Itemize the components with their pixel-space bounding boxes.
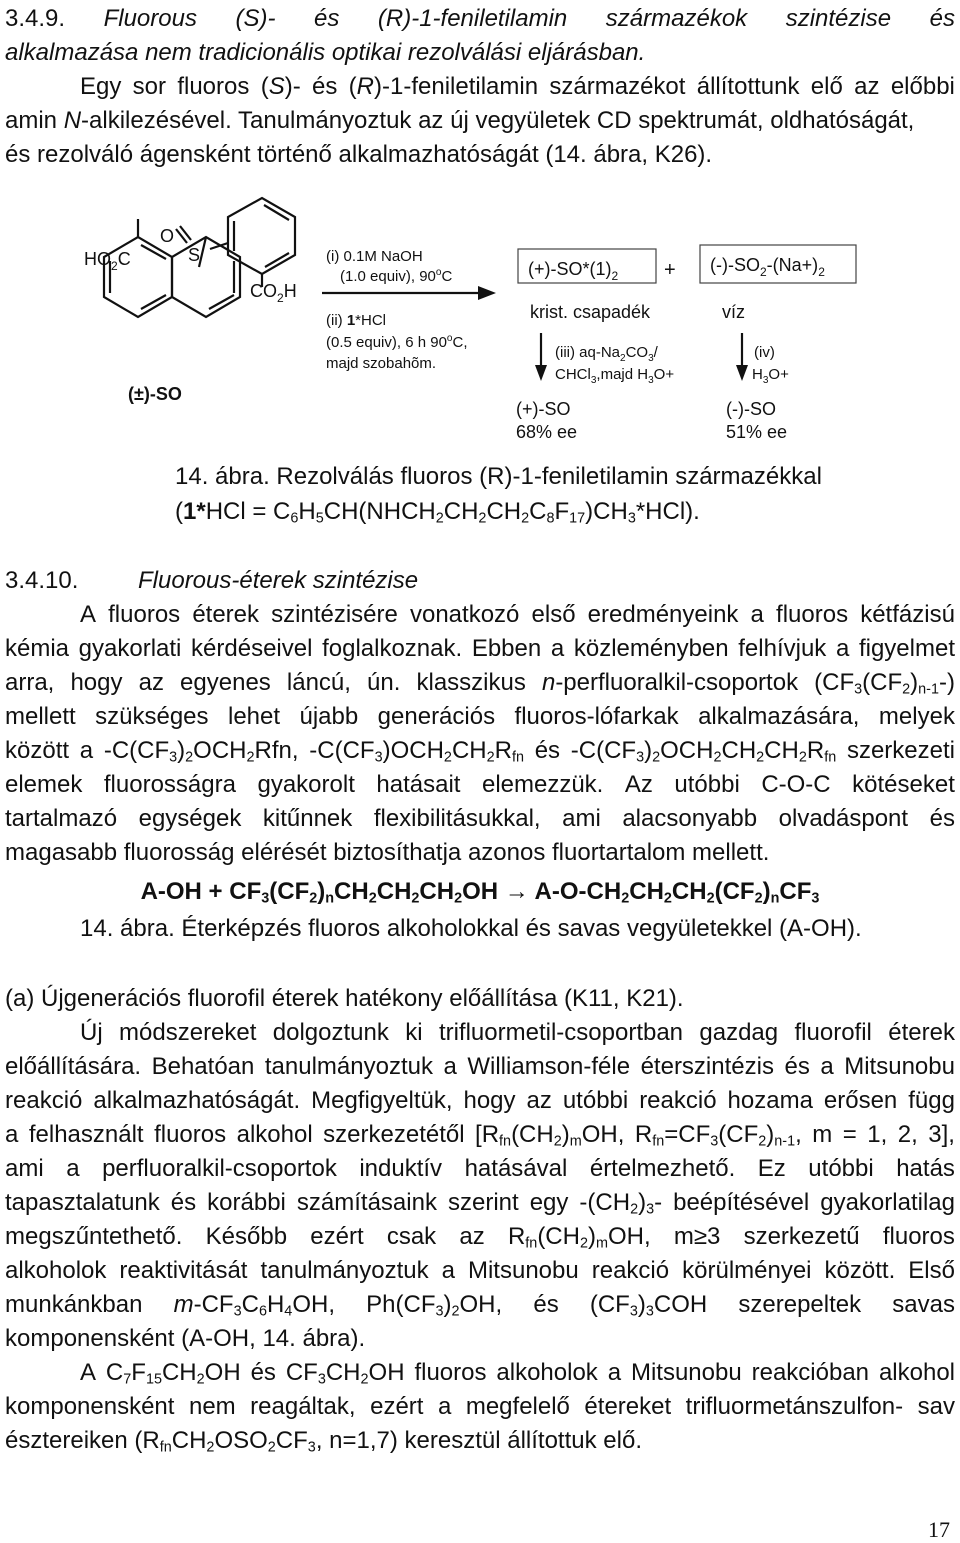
scheme-ho2c-label: $HO_2C$: [84, 249, 131, 273]
paragraph-line: és rezolváló ágensként történő alkalmazhatóságát (14. ábra, K26).: [5, 141, 713, 168]
paragraph-line: arra, hogy az egyenes láncú, ún. klasszikus n-perfluoralkil-csoportok $(CF_3(CF_2)_{n-1}-)$: [5, 669, 955, 698]
scheme-o-label: O: [160, 226, 175, 246]
page-number: 17: [928, 1517, 950, 1542]
paragraph-line: elemek fluorosságra gyakorolt hatásait elemezzük. Az utóbbi C-O-C kötéseket: [5, 771, 955, 798]
paragraph-line: Egy sor fluoros (S)- és (R)-1-feniletilamin származékot állítottunk elő az előbbi: [80, 73, 955, 100]
paragraph-line: a felhasznált fluoros alkohol szerkezetétől [$R_{fn}(CH_2)_mOH$, $R_{fn}=CF_3(CF_2)_{n-1}$, m = 1, 2, 3],: [5, 1121, 955, 1150]
resolution-scheme: [0, 185, 960, 455]
section-number: 3.4.9.: [5, 5, 66, 32]
paragraph-line: reakció alkalmazhatóságát. Megfigyeltük, hogy az utóbbi reakció hozama erősen függ: [5, 1087, 955, 1114]
paragraph-line: között a $-C(CF_3)_2OCH_2Rfn$, $-C(CF_3)OCH_2CH_2R_{fn}$ és $-C(CF_3)_2OCH_2CH_2CH_2R_{fn}$ szerkezeti: [5, 737, 955, 766]
step-iv-line2: $H_3O+$: [752, 366, 789, 386]
paragraph-line: alkoholok reaktivitását tanulmányoztuk a Mitsunobu reakció körülményei között. Első: [5, 1257, 955, 1284]
figure-caption: [80, 912, 960, 946]
paragraph-line: komponensként (A-OH, 14. ábra).: [5, 1325, 366, 1352]
section-349-title-line2: alkalmazása nem tradicionális optikai rezolválási eljárásban.: [5, 39, 646, 66]
caption-text: Éterképzés fluoros alkoholokkal és savas vegyületekkel (A-OH).: [181, 915, 862, 942]
paragraph-line: észtereiken ($R_{fn}CH_2OSO_2CF_3$, n=1,7) keresztül állítottuk elő.: [5, 1427, 642, 1456]
step-iii-line1: (iii) $aq-Na_2CO_3/$: [555, 344, 658, 364]
step-i-line1: (i) 0.1M NaOH: [326, 248, 423, 265]
step-ii-line1: (ii) 1*HCl: [326, 312, 387, 329]
paragraph-line: magasabb fluorosság elérését biztosíthatja azonos fluortartalom mellett.: [5, 839, 770, 866]
step-i-line2: (1.0 equiv), 90$^o$C: [340, 267, 453, 285]
racemic-label: (±)-SO: [128, 384, 182, 404]
step-ii-line2: (0.5 equiv), 6 h 90$^o$C,: [326, 333, 468, 351]
water-label: víz: [722, 302, 746, 322]
section-349-title: 3.4.9. Fluorous (S)- és (R)-1-feniletilamin származékok szintézise és: [5, 2, 955, 36]
paragraph-line: A fluoros éterek szintézisére vonatkozó első eredményeink a fluoros kétfázisú: [80, 601, 955, 628]
step-iv-line1: (iv): [754, 344, 775, 361]
salt-plus-label: $(+)-SO*(1)_2$: [528, 259, 619, 283]
paragraph-line: mellett szükséges lehet újabb generációs fluoros-lófarkak alkalmazására, melyek: [5, 703, 955, 730]
paragraph-line: előállítására. Behatóan tanulmányoztuk a Williamson-féle éterszintézis és a Mitsunobu: [5, 1053, 955, 1080]
step-ii-line3: majd szobahõm.: [326, 355, 437, 372]
figure-caption: [175, 460, 960, 494]
product-minus-label: (-)-SO: [726, 399, 776, 419]
section-number: 3.4.10.: [5, 567, 79, 594]
product-plus-label: (+)-SO: [516, 399, 571, 419]
paragraph-line: tapasztalatunk és korábbi számításaink szerint egy $-(CH_2)_3-$ beépítésével gyakorlatilag: [5, 1189, 955, 1218]
paragraph-line: amin N-alkilezésével. Tanulmányoztuk az új vegyületek CD spektrumát, oldhatóságát,: [5, 107, 915, 134]
paragraph-line: ami a perfluoralkil-csoportok induktív hatásával értelmezhető. Ez utóbbi hatás: [5, 1155, 955, 1182]
step-iii-line2: CHCl$_3$,majd $H_3O+$: [555, 366, 675, 386]
caption-text: Rezolválás fluoros (R)-1-feniletilamin származékkal: [276, 463, 822, 490]
product-plus-ee: 68% ee: [516, 422, 578, 442]
precipitate-label: krist. csapadék: [530, 302, 651, 322]
scheme-co2h-label: $CO_2H$: [250, 281, 297, 305]
paragraph-line: megszűntethető. Később ezért csak az $R_{fn}(CH_2)_mOH$, m≥3 szerkezetű fluoros: [5, 1223, 955, 1252]
plus-sign: +: [664, 259, 676, 281]
paragraph-line: komponensként nem reagáltak, ezért a megfelelő étereket trifluormetánszulfon- sav: [5, 1393, 955, 1420]
subsection-heading: (a) Újgenerációs fluorofil éterek hatékony előállítása (K11, K21).: [5, 985, 684, 1012]
reaction-equation: $A-OH + CF_3(CF_2)_nCH_2CH_2CH_2OH \to A-O-CH_2CH_2CH_2(CF_2)_nCF_3$: [140, 878, 820, 907]
caption-label: 14. ábra.: [80, 915, 175, 942]
paragraph-line: kémia gyakorlati kérdéseivel foglalkoznak. Ebben a közleményben felhívjuk a figyelmet: [5, 635, 955, 662]
paragraph-line: A $C_7F_{15}CH_2OH$ és $CF_3CH_2OH$ fluoros alkoholok a Mitsunobu reakcióban alkohol: [80, 1359, 955, 1388]
caption-formula: $(1*HCl = C_6H_5CH(NHCH_2CH_2CH_2C_8F_{17})CH_3*HCl)$.: [175, 498, 700, 527]
salt-minus-label: $(-)-SO_2-(Na+)_2$: [710, 255, 825, 279]
caption-label: 14. ábra.: [175, 463, 270, 490]
paragraph-line: munkánkban $m-CF_3C_6H_4OH$, $Ph(CF_3)_2OH$, és $(CF_3)_3COH$ szerepeltek savas: [5, 1291, 955, 1320]
scheme-s-label: S: [188, 245, 201, 265]
paragraph-line: tartalmazó egységek kitűnnek flexibilitásukkal, ami alacsonyabb olvadáspont és: [5, 805, 955, 832]
product-minus-ee: 51% ee: [726, 422, 788, 442]
paragraph-line: Új módszereket dolgoztunk ki trifluormetil-csoportban gazdag fluorofil éterek: [80, 1019, 955, 1046]
section-3410-title: 3.4.10. Fluorous-éterek szintézise: [5, 567, 419, 594]
